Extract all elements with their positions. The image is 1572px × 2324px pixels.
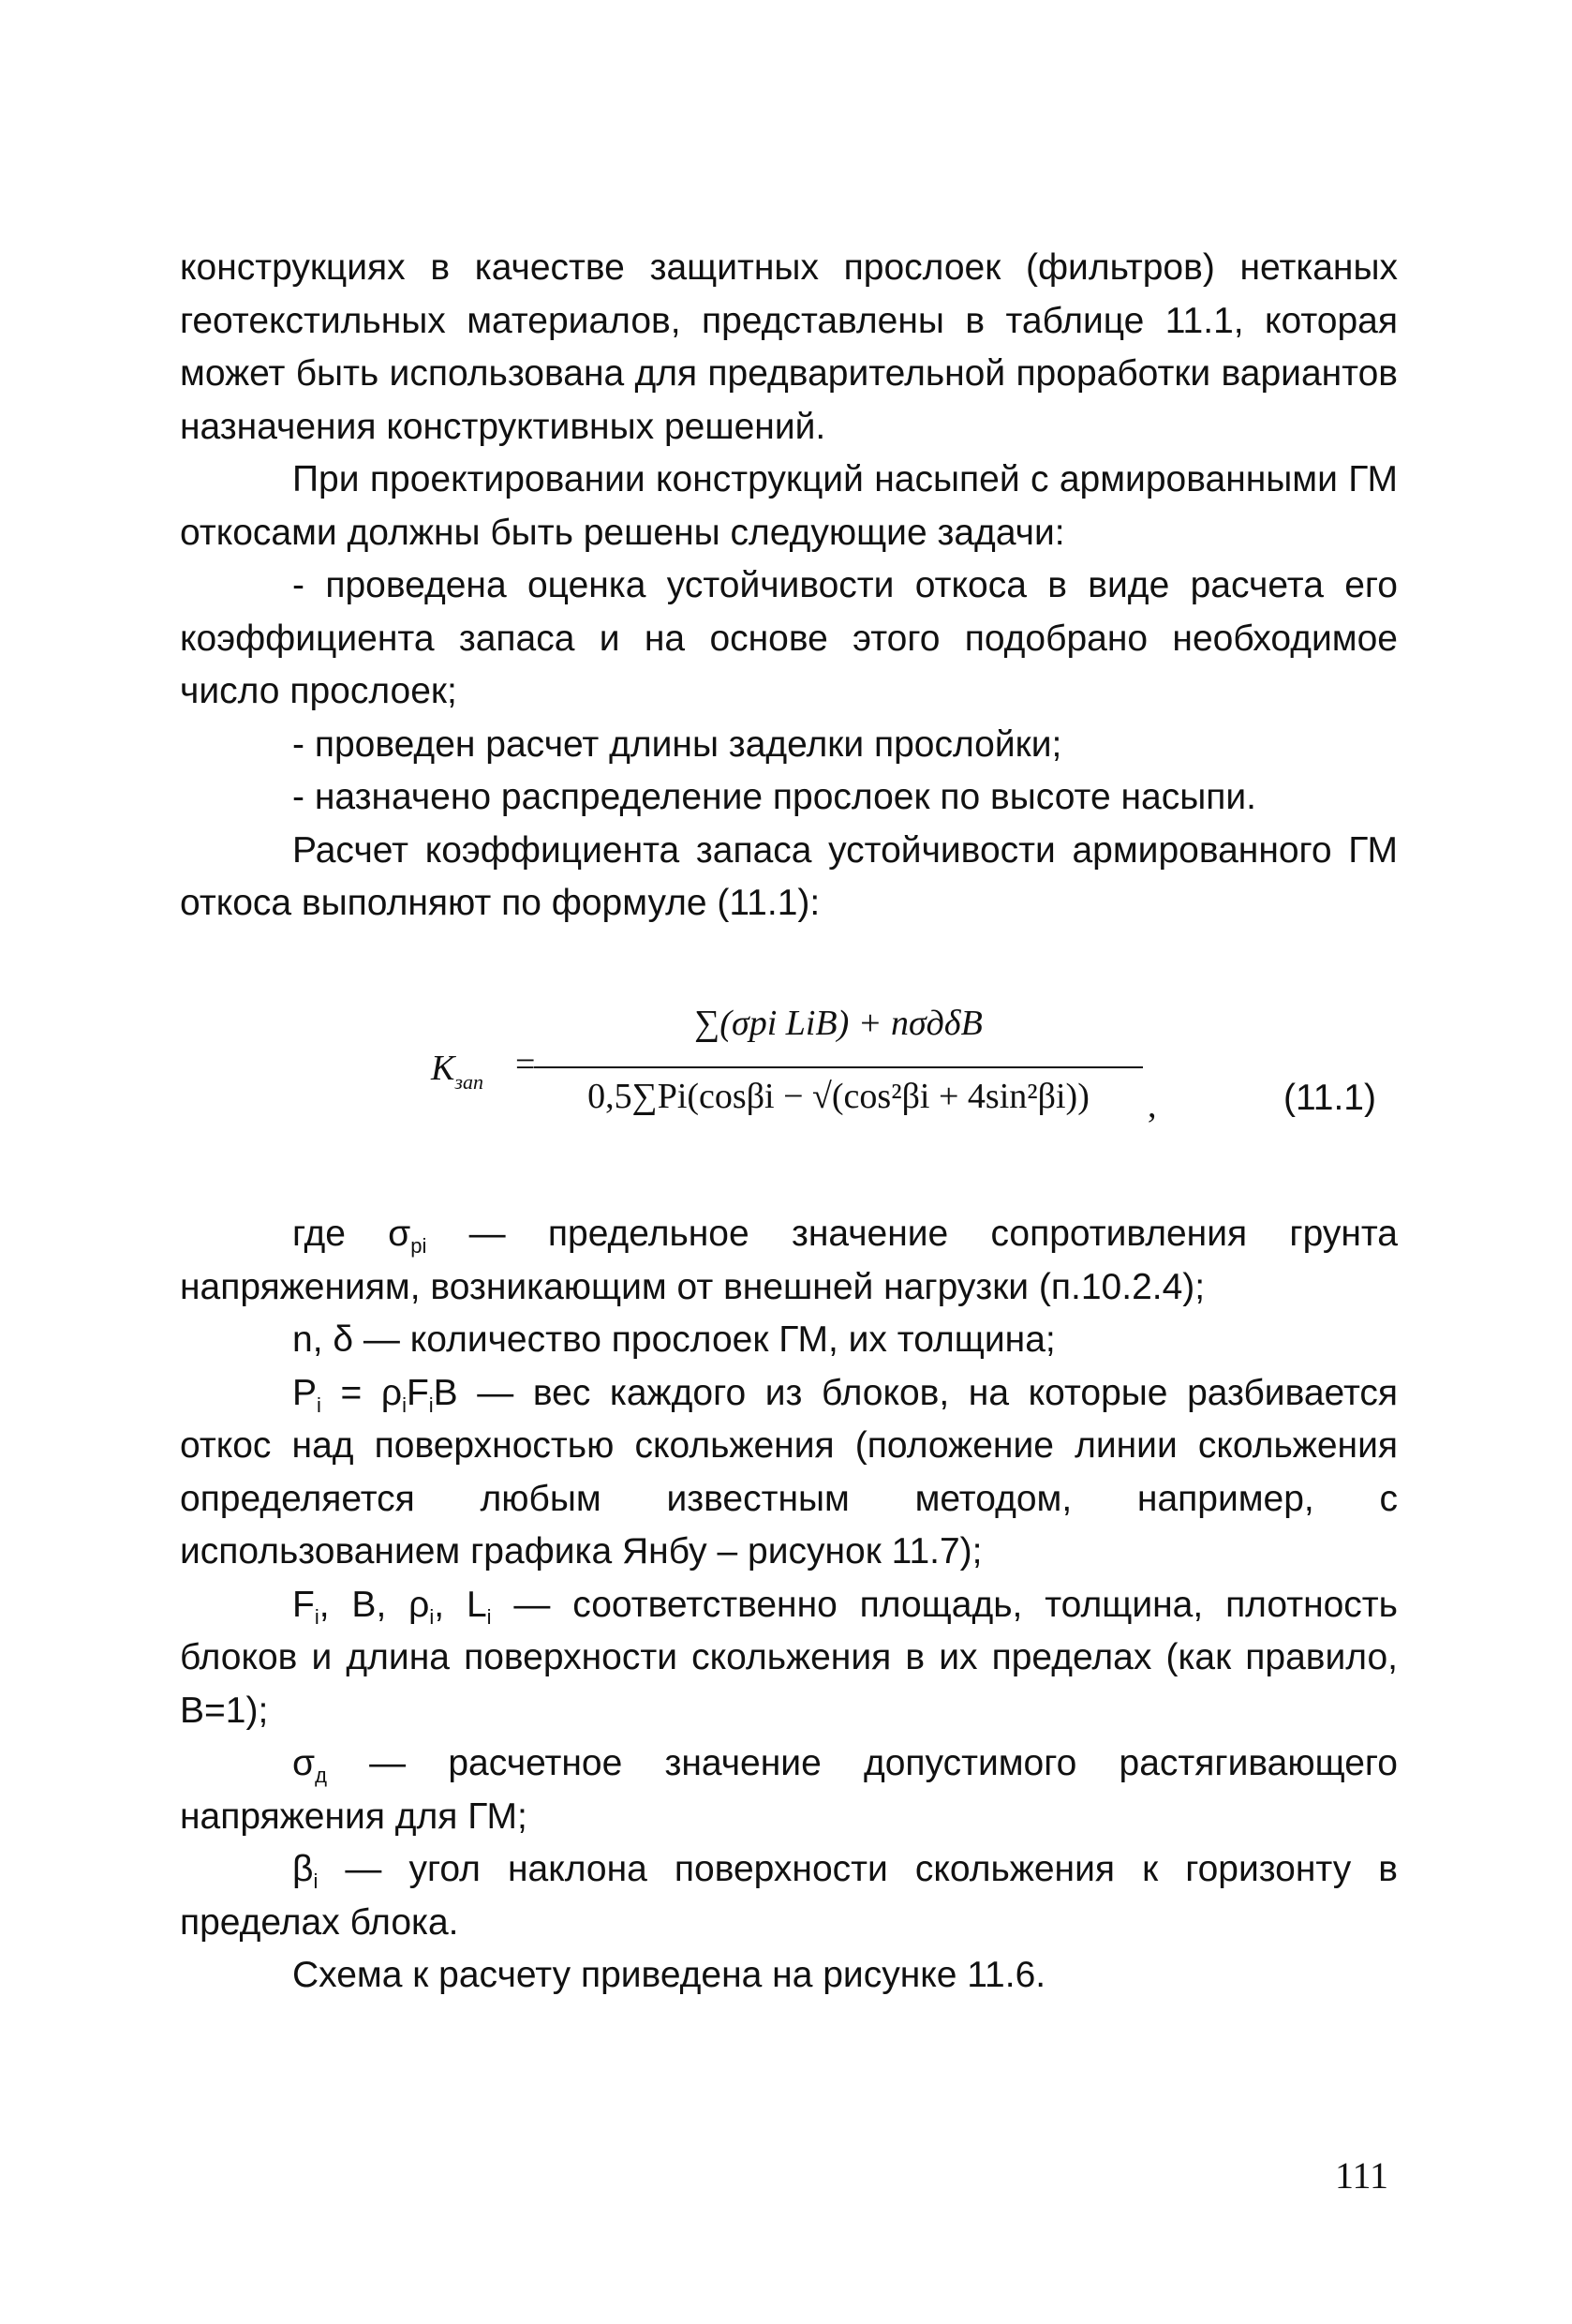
formula-number: (11.1) <box>1283 1078 1376 1118</box>
definition-sigma-pi: где $\sigma_{pi}$ — предельное значение сопротивления грунта напряжениям, возникающим от внешней нагрузки (п.10.2.4); <box>180 1214 1398 1307</box>
formula-equals: = <box>515 1045 536 1084</box>
definition-pi: $P_i = \rho_iF_iB$ — вес каждого из блоков, на которые разбивается откос над поверхностью скольжения (положение линии скольжения определяется любым известным методом, например, с использованием графика Янбу – рисунок 11.7); <box>180 1372 1398 1572</box>
formula-comma: , <box>1148 1086 1157 1125</box>
text-block-intro <box>180 242 1398 931</box>
paragraph-design-tasks: При проектировании конструкций насыпей с армированными ГМ откосами должны быть решены следующие задачи: <box>180 459 1398 553</box>
definition-n-delta: n, δ — количество прослоек ГМ, их толщина; <box>292 1319 1056 1360</box>
paragraph-formula-intro: Расчет коэффициента запаса устойчивости армированного ГМ откоса выполняют по формуле (11.1): <box>180 829 1398 923</box>
definition-fi-b-rho-li: $F_i$, B, $\rho_i$, $L_i$ — соответственно площадь, толщина, плотность блоков и длина поверхности скольжения в их пределах (как правило, B=1); <box>180 1584 1398 1731</box>
definition-beta: $\beta_i$ — угол наклона поверхности скольжения к горизонту в пределах блока. <box>180 1849 1398 1943</box>
fraction-bar <box>534 1066 1143 1068</box>
formula-fraction <box>534 995 1143 1183</box>
page-number: 111 <box>1335 2154 1389 2197</box>
paragraph-continuation: конструкциях в качестве защитных прослоек (фильтров) нетканых геотекстильных материалов, представлены в таблице 11.1, которая может быть использована для предварительной проработки вариантов назначения конструктивных решений. <box>180 247 1398 447</box>
formula-denominator: 0,5∑Pi(cosβi − √(cos²βi + 4sin²βi)) <box>587 1077 1090 1116</box>
definition-sigma-d: $\sigma_д$ — расчетное значение допустимого растягивающего напряжения для ГМ; <box>180 1743 1398 1837</box>
list-item-distribution: - назначено распределение прослоек по высоте насыпи. <box>292 777 1256 817</box>
paragraph-scheme-reference: Схема к расчету приведена на рисунке 11.6. <box>292 1955 1046 1995</box>
text-block-definitions <box>180 1208 1398 2003</box>
formula-lhs: $K_{зап}$ <box>431 1049 483 1094</box>
list-item-stability: - проведена оценка устойчивости откоса в виде расчета его коэффициента запаса и на основе этого подобрано необходимое число прослоек; <box>180 565 1398 711</box>
formula-numerator: ∑(σpi LiB) + nσдδB <box>694 1004 983 1043</box>
list-item-anchorage: - проведен расчет длины заделки прослойки; <box>292 723 1062 765</box>
formula-11-1 <box>431 995 1396 1183</box>
